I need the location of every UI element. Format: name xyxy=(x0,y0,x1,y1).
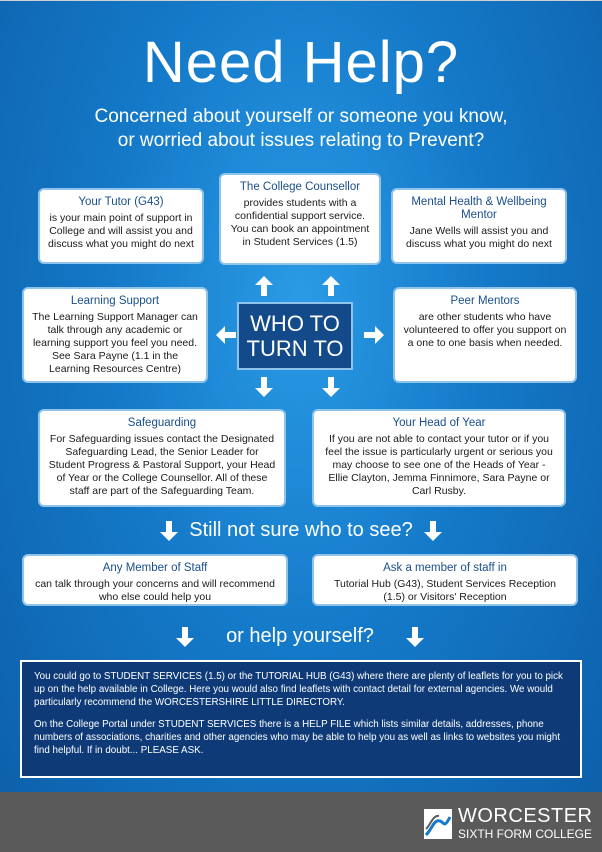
arrow-left-icon xyxy=(216,326,236,344)
who-to-turn-to-box xyxy=(237,302,353,370)
head-of-year-heading: Your Head of Year xyxy=(392,417,486,429)
center-line-2: TURN TO xyxy=(246,336,344,361)
ask-staff-heading: Ask a member of staff in xyxy=(383,562,507,574)
help-paragraph-1: You could go to STUDENT SERVICES (1.5) or the TUTORIAL HUB (G43) where there are plenty of leaflets for you to pick up on the help available in College. Here you would also find leaflets with contact detail for external agencies. We would particularly recommend the WORCESTERSHIRE LITTLE DIRECTORY. xyxy=(34,671,563,708)
center-line-1: WHO TO xyxy=(250,311,340,336)
help-paragraph-2: On the College Portal under STUDENT SERVICES there is a HELP FILE which lists similar details, addresses, phone numbers of associations, charities and other agencies who may be able to help you as well as links to websites you might find helpful. If in doubt... PLEASE ASK. xyxy=(34,719,561,756)
ask-staff-body: Tutorial Hub (G43), Student Services Reception (1.5) or Visitors' Reception xyxy=(334,578,556,603)
mental-health-heading: Mental Health & Wellbeing Mentor xyxy=(411,196,547,221)
subtitle-line-1: Concerned about yourself or someone you know, xyxy=(94,106,508,127)
any-staff-body: can talk through your concerns and will recommend who else could help you xyxy=(35,578,275,603)
arrow-down-help-left-icon xyxy=(176,627,194,647)
college-logo-icon xyxy=(424,809,452,839)
safeguarding-heading: Safeguarding xyxy=(127,417,197,429)
mental-health-box xyxy=(391,188,567,264)
counsellor-body: provides students with a confidential support service. You can book an appointment in Student Services (1.5) xyxy=(230,197,370,248)
ask-staff-box xyxy=(312,554,578,606)
peer-mentors-body: are other students who have volunteered to offer you support on a one to one basis when needed. xyxy=(403,311,567,349)
arrow-down-still-right-icon xyxy=(424,521,442,541)
arrow-down-left-icon xyxy=(255,377,273,397)
arrow-up-right-icon xyxy=(322,276,340,296)
learning-support-body: The Learning Support Manager can talk through any academic or learning support you feel you need. See Sara Payne (1.1 in the Learning Resources Centre) xyxy=(32,311,198,375)
college-logo-name: WORCESTER xyxy=(458,805,593,827)
subtitle-line-2: or worried about issues relating to Prevent? xyxy=(117,130,485,151)
arrow-down-still-left-icon xyxy=(160,521,178,541)
still-not-sure-text: Still not sure who to see? xyxy=(189,519,413,541)
any-staff-heading: Any Member of Staff xyxy=(102,562,208,574)
learning-support-box xyxy=(22,287,208,383)
tutor-box xyxy=(38,188,204,264)
counsellor-heading: The College Counsellor xyxy=(239,181,361,193)
help-yourself-panel xyxy=(20,660,582,778)
page-title: Need Help? xyxy=(142,30,460,95)
arrow-right-icon xyxy=(364,326,384,344)
peer-mentors-box xyxy=(393,287,577,383)
counsellor-box xyxy=(219,173,381,265)
page-subtitle xyxy=(20,105,582,153)
safeguarding-box xyxy=(38,409,286,507)
head-of-year-box xyxy=(312,409,566,507)
college-logo-sub: SIXTH FORM COLLEGE xyxy=(458,827,593,841)
arrow-down-help-right-icon xyxy=(406,627,424,647)
safeguarding-body: For Safeguarding issues contact the Designated Safeguarding Lead, the Senior Leader for Student Progress & Pastoral Support, your Head of Year or the College Counsellor. All of these staff are part of the Safeguarding Team. xyxy=(48,433,276,497)
head-of-year-body: If you are not able to contact your tutor or if you feel the issue is particularly urgent or serious you may choose to see one of the Heads of Year - Ellie Clayton, Jemma Finnimore, Sara Payne or Carl Rusby. xyxy=(325,433,553,497)
learning-support-heading: Learning Support xyxy=(70,295,160,307)
arrow-up-left-icon xyxy=(255,276,273,296)
arrow-down-right-icon xyxy=(322,377,340,397)
any-staff-box xyxy=(22,554,288,606)
tutor-body: is your main point of support in College and will assist you and discuss what you might do next xyxy=(48,212,194,250)
help-yourself-text: or help yourself? xyxy=(226,625,374,647)
tutor-heading: Your Tutor (G43) xyxy=(78,196,164,208)
peer-mentors-heading: Peer Mentors xyxy=(450,295,520,307)
mental-health-body: Jane Wells will assist you and discuss what you might do next xyxy=(406,225,552,250)
